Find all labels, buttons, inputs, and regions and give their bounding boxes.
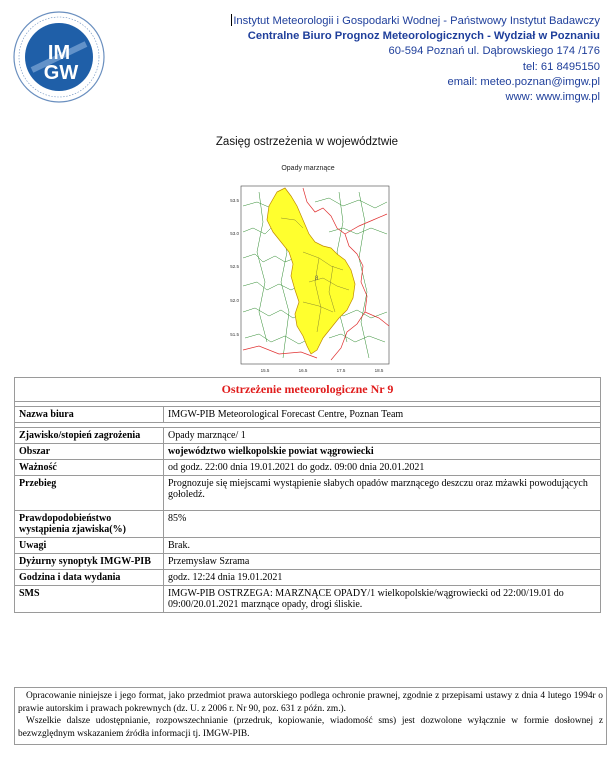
row-value: Brak. [164,538,601,554]
row-label: Dyżurny synoptyk IMGW-PIB [15,554,164,570]
table-row [15,586,601,613]
row-value: IMGW-PIB Meteorological Forecast Centre, Poznan Team [164,407,601,423]
row-label: Godzina i data wydania [15,570,164,586]
table-row [15,407,601,423]
phone-line: tel: 61 8495150 [522,60,600,73]
warning-map [219,162,397,376]
x-tick-label: 16.5 [298,368,308,373]
map-x-ticks [261,368,384,373]
row-value: godz. 12:24 dnia 19.01.2021 [164,570,601,586]
logo-text-bottom: GW [43,62,79,84]
address-line: 60-594 Poznań ul. Dąbrowskiego 174 /176 [388,45,600,58]
y-tick-label: 53.5 [230,198,239,203]
email-line: email: meteo.poznan@imgw.pl [447,75,600,88]
row-label: Obszar [15,444,164,460]
table-row [15,554,601,570]
row-value: województwo wielkopolskie powiat wągrowiecki [164,444,601,460]
logo-text-top: IM [47,42,71,64]
y-tick-label: 52.5 [230,264,239,269]
warning-table [14,377,601,613]
map-figure [219,162,397,376]
x-tick-label: 18.5 [374,368,384,373]
y-tick-label: 53.0 [230,231,239,236]
row-label: Prawdopodobieństwo wystąpienia zjawiska(%) [15,511,164,538]
page-title: Zasięg ostrzeżenia w województwie [215,136,399,148]
row-label: Uwagi [15,538,164,554]
row-label: Nazwa biura [15,407,164,423]
row-value: Opady marznące/ 1 [164,428,601,444]
row-label: Zjawisko/stopień zagrożenia [15,428,164,444]
row-value: Przemysław Szrama [164,554,601,570]
www-line: www: www.imgw.pl [505,91,600,104]
row-value: od godz. 22:00 dnia 19.01.2021 do godz. 09:00 dnia 20.01.2021 [164,460,601,476]
map-title: Opady marznące [281,165,335,172]
map-y-ticks [230,198,239,337]
imgw-logo [12,10,106,104]
map-marker: 8 [315,276,319,282]
table-row [15,428,601,444]
row-value: IMGW-PIB OSTRZEGA: MARZNĄCE OPADY/1 wielkopolskie/wągrowiecki od 22:00/19.01 do 09:00/20.01.2021 marznące opady, drogi śliskie. [164,586,601,613]
y-tick-label: 51.5 [230,332,239,337]
x-tick-label: 15.5 [260,368,270,373]
y-tick-label: 52.0 [230,298,239,303]
institute-name: Instytut Meteorologii i Gospodarki Wodnej - Państwowy Instytut Badawczy [233,15,600,27]
x-tick-label: 17.5 [336,368,346,373]
table-row [15,511,601,538]
row-label: SMS [15,586,164,613]
row-label: Przebieg [15,476,164,511]
copyright-paragraph-2: Wszelkie dalsze udostępnianie, rozpowszechnianie (przedruk, kopiowanie, wiadomość sms) jest dozwolone wyłącznie w formie dosłownej z bezwzględnym wskazaniem źródła informacji tj. IMGW-PIB. [18,716,603,739]
copyright-paragraph-1: Opracowanie niniejsze i jego format, jako przedmiot prawa autorskiego podlega ochronie prawnej, zgodnie z przepisami ustawy z dnia 4 lutego 1994r o prawie autorskim i prawach pokrewnych (dz. U. z 2006 r. Nr 90, poz. 631 z późn. zm.). [18,691,603,714]
row-value: Prognozuje się miejscami wystąpienie słabych opadów marznącego deszczu oraz mżawki powodujących gołoledź. [164,476,601,511]
table-row [15,476,601,511]
institute-header [220,14,600,105]
row-value: 85% [164,511,601,538]
copyright-notice [14,687,607,745]
bureau-name: Centralne Biuro Prognoz Meteorologicznych - Wydział w Poznaniu [247,30,600,43]
row-label: Ważność [15,460,164,476]
table-row [15,538,601,554]
table-row [15,444,601,460]
table-row [15,460,601,476]
warning-heading: Ostrzeżenie meteorologiczne Nr 9 [15,378,601,402]
table-row [15,570,601,586]
